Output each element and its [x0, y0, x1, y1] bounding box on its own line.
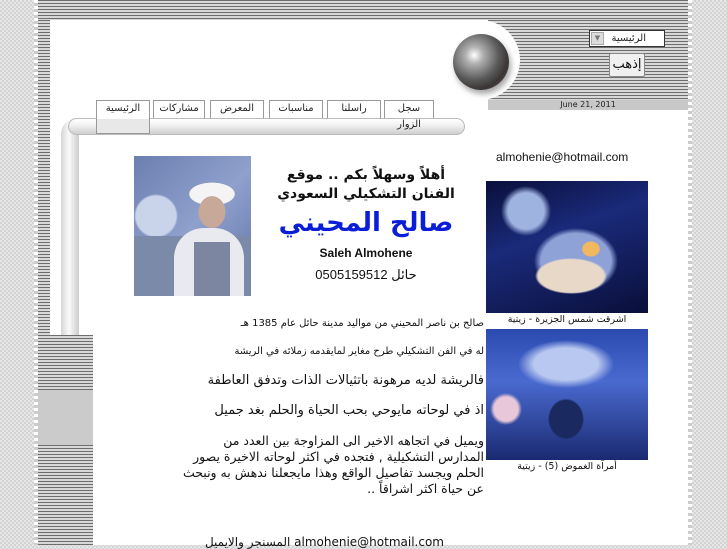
left-stripe-block [38, 335, 93, 390]
artist-phone: حائل 0505159512 [315, 267, 417, 282]
painting-card[interactable] [486, 181, 648, 326]
tab-guestbook[interactable]: سجل الزوار [384, 100, 434, 118]
painting-image[interactable] [486, 329, 648, 460]
portrait-thobe [194, 242, 230, 296]
page-select-dropdown[interactable] [589, 30, 665, 47]
bio-paragraph: ويميل في اتجاهه الاخير الى المزاوجة بين العدد من المدارس التشكيلية , فتجده في اكثر لوحاته الاخيرة يصور الحلم ويجسد تفاصيل الواقع وهذا مايجعلنا ندهش به ونبحث عن حياة اكثر اشراقاً .. [182, 433, 484, 496]
welcome-heading [266, 166, 466, 204]
page [38, 0, 688, 549]
welcome-line-1: أهلاً وسهلاً بكم .. موقع [286, 167, 446, 183]
painting-caption: اشرقت شمس الجزيرة - زيتية [507, 314, 627, 325]
tab-home[interactable]: الرئيسية [96, 100, 150, 134]
left-stripes [38, 20, 50, 335]
artist-portrait-image [134, 156, 251, 296]
pipe-frame-vertical [61, 118, 79, 338]
artist-name-english: Saleh Almohene [319, 246, 413, 260]
bio-line-2: له في الفن التشكيلي طرح مغاير لمايقدمه زملائه في الريشة [234, 346, 484, 357]
bio-line-3: فالريشة لديه مرهونة باتثيالات الذات وتدفق العاطفة [207, 373, 484, 388]
tab-events[interactable]: مناسبات [269, 100, 323, 118]
messenger-email[interactable]: almohenie@hotmail.com المسنجر والايميل [204, 535, 444, 549]
bio-line-4: اذ في لوحاته مايوحي بحب الحياة والحلم بغد جميل [214, 403, 484, 418]
go-button[interactable]: إذهب [609, 53, 645, 77]
left-stripe-block-lower [38, 445, 93, 545]
sphere-logo-icon [453, 34, 509, 90]
contact-email[interactable]: almohenie@hotmail.com [496, 150, 629, 164]
left-decoration [38, 335, 93, 545]
dropdown-value: الرئيسية [611, 33, 646, 44]
right-frame-border [688, 0, 692, 545]
tab-contributions[interactable]: مشاركات [153, 100, 205, 118]
header-banner [50, 20, 520, 100]
chevron-down-icon[interactable]: ▼ [591, 32, 604, 45]
welcome-line-2: الفنان التشكيلي السعودي [277, 186, 455, 202]
painting-card[interactable] [486, 329, 648, 473]
painting-image[interactable] [486, 181, 648, 313]
tab-gallery[interactable]: المعرض [210, 100, 264, 118]
left-gray-block [38, 390, 93, 445]
date-display: June 21, 2011 [488, 100, 688, 110]
tab-contact[interactable]: راسلنا [327, 100, 381, 118]
header-stripes [38, 0, 688, 20]
bio-line-1: صالح بن ناصر المحيني من مواليد مدينة حائل عام 1385 هـ [240, 318, 484, 329]
artist-name-arabic: صالح المحيني [278, 208, 454, 238]
painting-caption: أمرآة الغموض (5) - زيتية [517, 461, 617, 472]
